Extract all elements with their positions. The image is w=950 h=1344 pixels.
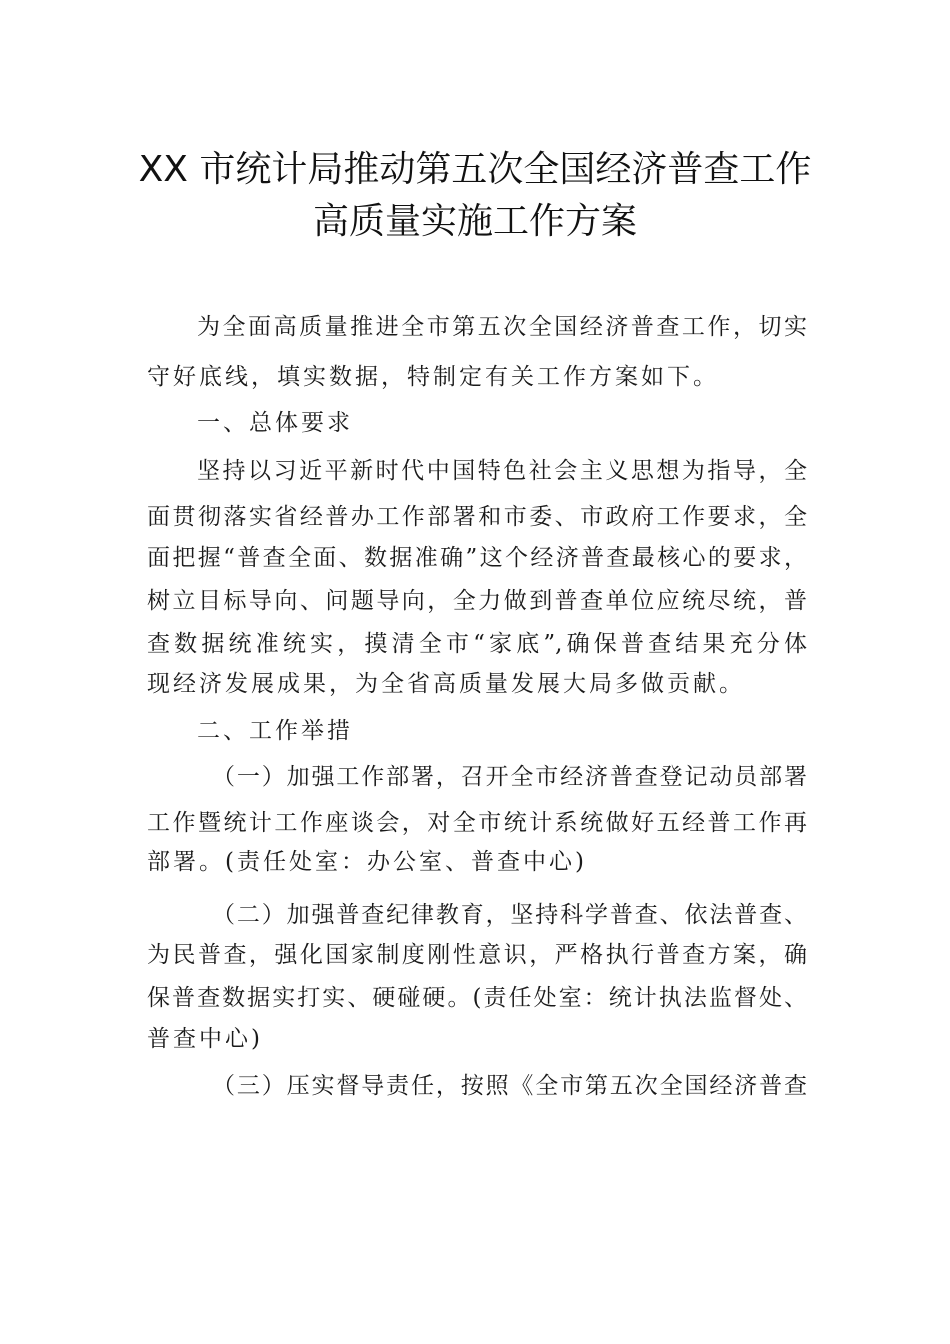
section-heading-work-measures: 二、工作举措 — [197, 718, 353, 744]
measure-2-line-1: （二）加强普查纪律教育，坚持科学普查、依法普查、 — [212, 902, 807, 928]
document-title-line-1: XX 市统计局推动第五次全国经济普查工作 — [138, 149, 812, 190]
paragraph-requirements-line-2: 面贯彻落实省经普办工作部署和市委、市政府工作要求，全 — [147, 504, 807, 530]
measure-3-line-1: （三）压实督导责任，按照《全市第五次全国经济普查 — [212, 1073, 807, 1099]
paragraph-requirements-line-5: 查数据统准统实，摸清全市“家底”,确保普查结果充分体 — [147, 631, 807, 657]
measure-1-line-3: 部署。(责任处室：办公室、普查中心) — [147, 849, 587, 875]
paragraph-intro-line-2: 守好底线，填实数据，特制定有关工作方案如下。 — [147, 364, 719, 390]
section-heading-general-requirements: 一、总体要求 — [197, 410, 353, 436]
paragraph-requirements-line-4: 树立目标导向、问题导向，全力做到普查单位应统尽统，普 — [147, 588, 807, 614]
document-title-line-2: 高质量实施工作方案 — [312, 201, 637, 242]
paragraph-requirements-line-3: 面把握“普查全面、数据准确”这个经济普查最核心的要求， — [147, 545, 807, 571]
measure-2-line-3: 保普查数据实打实、硬碰硬。(责任处室：统计执法监督处、 — [147, 985, 807, 1011]
paragraph-requirements-line-1: 坚持以习近平新时代中国特色社会主义思想为指导，全 — [197, 458, 807, 484]
paragraph-intro-line-1: 为全面高质量推进全市第五次全国经济普查工作，切实 — [197, 314, 807, 340]
measure-1-line-1: （一）加强工作部署，召开全市经济普查登记动员部署 — [212, 764, 807, 790]
measure-1-line-2: 工作暨统计工作座谈会，对全市统计系统做好五经普工作再 — [147, 810, 807, 836]
measure-2-line-4: 普查中心) — [147, 1026, 263, 1052]
measure-2-line-2: 为民普查，强化国家制度刚性意识，严格执行普查方案，确 — [147, 942, 807, 968]
paragraph-requirements-line-6: 现经济发展成果，为全省高质量发展大局多做贡献。 — [147, 671, 745, 697]
